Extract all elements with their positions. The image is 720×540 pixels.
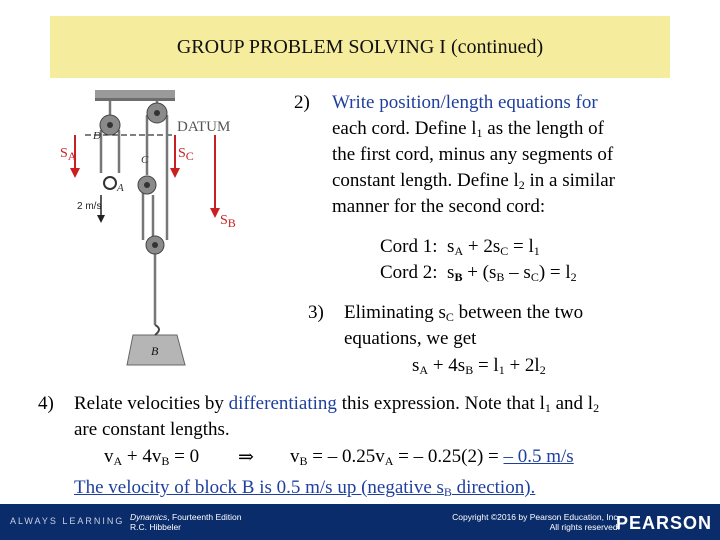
conclusion: The velocity of block B is 0.5 m/s up (negative $s_B$ direction). [74, 477, 536, 499]
step3-line2: equations, we get [344, 328, 477, 349]
point-a [104, 177, 116, 189]
label-b: B [151, 344, 159, 358]
slide-title: GROUP PROBLEM SOLVING I (continued) [176, 36, 544, 58]
label-sa: $S_A$ [60, 146, 77, 163]
step4-equation-left: $v_A + 4v_B = 0$ [104, 446, 200, 468]
step2-number: 2) [294, 92, 310, 113]
step2-line1: Write position/length equations for [332, 92, 598, 113]
pearson-logo: PEARSON [615, 513, 712, 533]
step4-line2: are constant lengths. [74, 419, 230, 440]
step4-equation-right: $v_B$ = – $0.25v_A$ = – 0.25(2) = – 0.5 m/s [290, 446, 574, 468]
label-sc: $S_C$ [178, 146, 194, 163]
always-learning-text: ALWAYS LEARNING [10, 516, 125, 526]
pulley-figure [55, 85, 275, 375]
step4-line1: Relate velocities by differentiating this expression. Note that $l_1$ and $l_2$ [74, 393, 600, 415]
step3-line1: Eliminating $s_C$ between the two [344, 302, 584, 324]
step3-result: $s_A + 4s_B = l_1 + 2l_2$ [412, 355, 546, 377]
speed-label: 2 m/s [77, 201, 102, 212]
step2-line5: manner for the second cord: [332, 196, 546, 217]
copyright: Copyright ©2016 by Pearson Education, Inc. All rights reserved. [452, 512, 620, 532]
step2-line3: the first cord, minus any segments of [332, 144, 614, 165]
label-sb: $S_B$ [220, 213, 236, 230]
step4-number: 4) [38, 393, 54, 414]
ceiling [95, 90, 175, 98]
title-banner [50, 16, 670, 78]
cord1-equation: Cord 1: $s_A + 2s_C = l_1$ [380, 236, 540, 258]
label-c: C [141, 154, 149, 166]
cord2-equation: Cord 2: $s_B + (s_B - s_C) = l_2$ [380, 262, 577, 284]
label-d: D [93, 130, 101, 142]
implies-arrow: ⇒ [238, 447, 254, 468]
datum-label: DATUM [177, 119, 231, 135]
footer-bar [0, 504, 720, 540]
step2-line4: constant length. Define $l_2$ in a similar [332, 170, 616, 192]
step3-number: 3) [308, 302, 324, 323]
book-info: Dynamics, Fourteenth Edition R.C. Hibbeler [130, 512, 242, 532]
step2-line2: each cord. Define $l_1$ as the length of [332, 118, 604, 140]
label-a: A [117, 182, 124, 194]
